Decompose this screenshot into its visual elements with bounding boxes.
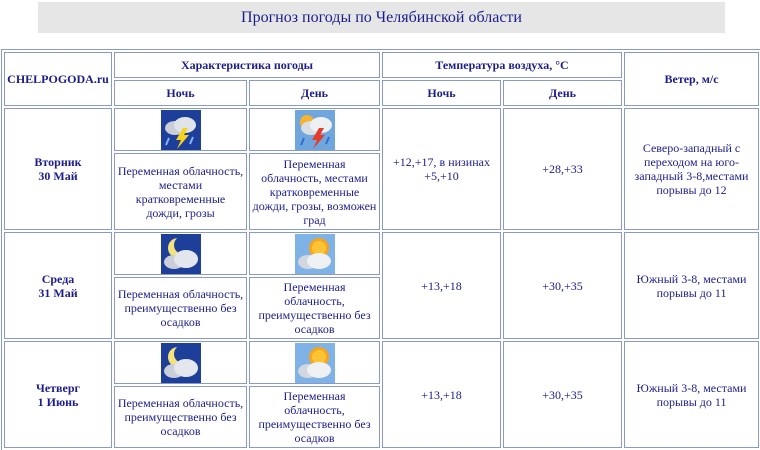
day-date: 30 Май [38, 169, 78, 183]
wind-cell: Южный 3-8, местами порывы до 11 [624, 341, 759, 448]
weather-header: Характеристика погоды [114, 52, 380, 78]
wind-cell: Северо-западный с переходом на юго-западный 3-8,местами порывы до 12 [624, 108, 759, 230]
temp-night: +13,+18 [382, 341, 501, 448]
partly-cloudy-night-icon [161, 343, 201, 383]
day-name: Вторник [34, 155, 82, 169]
forecast-table [1, 49, 760, 450]
temp-night: +13,+18 [382, 232, 501, 339]
day-description: Переменная облачность, местами кратковременные дожди, грозы, возможен град [249, 153, 380, 230]
day-cell [4, 108, 112, 230]
day-name: Среда [41, 271, 75, 286]
thunderstorm-night-icon [161, 110, 201, 150]
day-name: Четверг [36, 380, 80, 395]
day-date: 31 Май [38, 285, 78, 300]
day-icon-cell [249, 108, 380, 151]
temperature-header: Температура воздуха, °С [382, 52, 622, 78]
night-icon-cell [114, 232, 247, 275]
temp-day: +30,+35 [503, 341, 622, 448]
day-icon-cell [249, 232, 380, 275]
night-description: Переменная облачность, преимущественно без осадков [114, 277, 247, 339]
day-description: Переменная облачность, преимущественно без осадков [249, 277, 380, 339]
night-icon-cell [114, 108, 247, 151]
day-description: Переменная облачность, преимущественно без осадков [249, 386, 380, 448]
partly-cloudy-night-icon [161, 234, 201, 274]
temp-day: +28,+33 [503, 108, 622, 230]
wind-header: Ветер, м/с [624, 52, 759, 106]
temp-day-subheader: День [503, 80, 622, 106]
weather-night-subheader: Ночь [114, 80, 247, 106]
day-icon-cell [249, 341, 380, 384]
temp-day: +30,+35 [503, 232, 622, 339]
site-label: CHELPOGODA.ru [4, 52, 112, 106]
weather-day-subheader: День [249, 80, 380, 106]
night-description: Переменная облачность, местами кратковременные дожди, грозы [114, 153, 247, 230]
day-date: 1 Июнь [37, 394, 79, 409]
page-title: Прогноз погоды по Челябинской области [38, 2, 725, 33]
temp-night: +12,+17, в низинах +5,+10 [382, 108, 501, 230]
temp-night-subheader: Ночь [382, 80, 501, 106]
night-icon-cell [114, 341, 247, 384]
partly-cloudy-day-icon [295, 343, 335, 383]
day-cell [4, 341, 112, 448]
day-cell [4, 232, 112, 339]
night-description: Переменная облачность, преимущественно без осадков [114, 386, 247, 448]
wind-cell: Южный 3-8, местами порывы до 11 [624, 232, 759, 339]
partly-cloudy-day-icon [295, 234, 335, 274]
thunderstorm-day-icon [295, 110, 335, 150]
